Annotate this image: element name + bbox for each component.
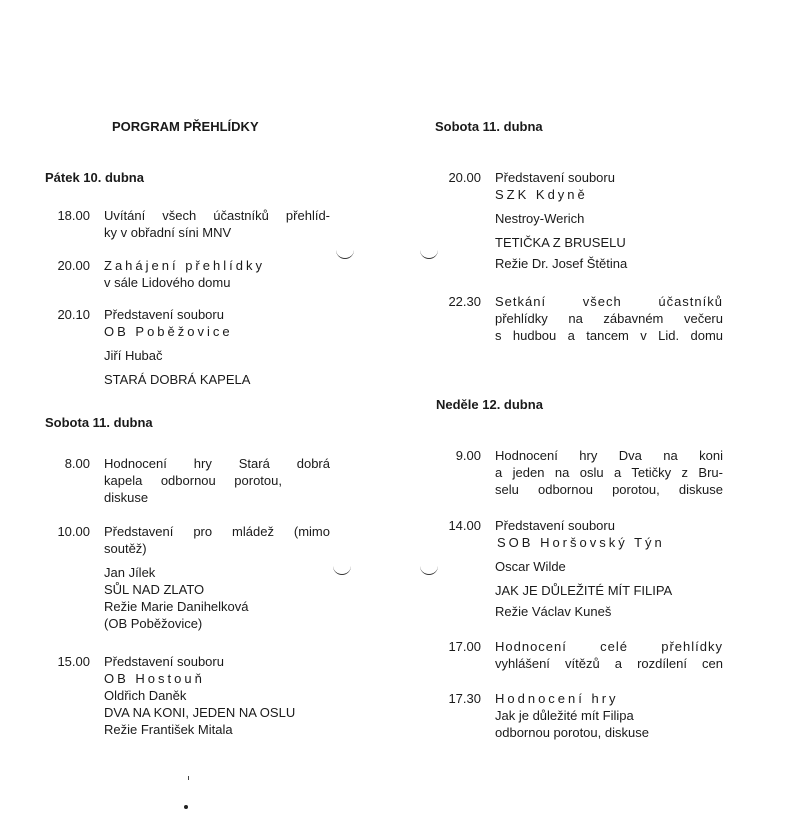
event-line: Oldřich Daněk bbox=[104, 688, 187, 703]
event-time: 17.00 bbox=[448, 639, 481, 654]
event-line: OB Poběžovice bbox=[104, 324, 233, 339]
event-line: přehlídky na zábavném večeru bbox=[495, 311, 723, 326]
fold-mark bbox=[420, 246, 438, 259]
event-line: Představení souboru bbox=[495, 170, 615, 185]
event-line: DVA NA KONI, JEDEN NA OSLU bbox=[104, 705, 296, 720]
event-line: SOB Horšovský Týn bbox=[497, 535, 665, 550]
event-line: Režie František Mitala bbox=[104, 722, 233, 737]
event-line: a jeden na oslu a Tetičky z Bru- bbox=[495, 465, 723, 480]
event-line: v sále Lidového domu bbox=[104, 275, 231, 290]
event-line: kapela odbornou porotou, bbox=[104, 473, 282, 488]
event-line: Hodnocení celé přehlídky bbox=[495, 639, 723, 654]
specks bbox=[184, 805, 188, 809]
event-time: 20.00 bbox=[57, 258, 90, 273]
event-line: SŮL NAD ZLATO bbox=[104, 582, 205, 597]
event-time: 15.00 bbox=[57, 654, 90, 669]
specks bbox=[188, 776, 189, 780]
event-time: 14.00 bbox=[448, 518, 481, 533]
event-line: JAK JE DŮLEŽITÉ MÍT FILIPA bbox=[495, 583, 673, 598]
event-line: (OB Poběžovice) bbox=[104, 616, 203, 631]
day-heading-saturday: Sobota 11. dubna bbox=[435, 119, 543, 134]
program-title: PORGRAM PŘEHLÍDKY bbox=[112, 119, 259, 134]
event-line: diskuse bbox=[104, 490, 149, 505]
event-line: OB Hostouň bbox=[104, 671, 205, 686]
day-heading-saturday: Sobota 11. dubna bbox=[45, 415, 153, 430]
event-line: SZK Kdyně bbox=[495, 187, 588, 202]
fold-mark bbox=[333, 562, 351, 575]
event-line: ky v obřadní síni MNV bbox=[104, 225, 232, 240]
event-line: Hodnocení hry Dva na koni bbox=[495, 448, 723, 463]
event-line: Jiří Hubač bbox=[104, 348, 163, 363]
event-time: 18.00 bbox=[57, 208, 90, 223]
event-line: Režie Václav Kuneš bbox=[495, 604, 612, 619]
event-time: 9.00 bbox=[455, 448, 481, 463]
event-line: soutěž) bbox=[104, 541, 147, 556]
event-line: TETIČKA Z BRUSELU bbox=[495, 235, 626, 250]
event-line: Nestroy-Werich bbox=[495, 211, 585, 226]
event-time: 20.10 bbox=[57, 307, 90, 322]
event-time: 20.00 bbox=[448, 170, 481, 185]
event-time: 17.30 bbox=[448, 691, 481, 706]
event-time: 8.00 bbox=[64, 456, 90, 471]
day-heading-friday: Pátek 10. dubna bbox=[45, 170, 144, 185]
event-line: STARÁ DOBRÁ KAPELA bbox=[104, 372, 251, 387]
event-line: Představení souboru bbox=[104, 307, 224, 322]
event-line: odbornou porotou, diskuse bbox=[495, 725, 649, 740]
event-line: Jak je důležité mít Filipa bbox=[495, 708, 634, 723]
event-line: Představení souboru bbox=[495, 518, 615, 533]
event-time: 10.00 bbox=[57, 524, 90, 539]
event-line: selu odbornou porotou, diskuse bbox=[495, 482, 723, 497]
day-heading-sunday: Neděle 12. dubna bbox=[436, 397, 543, 412]
event-line: Oscar Wilde bbox=[495, 559, 566, 574]
fold-mark bbox=[336, 246, 354, 259]
event-line: Hodnocení hry Stará dobrá bbox=[104, 456, 330, 471]
event-line: Jan Jílek bbox=[104, 565, 156, 580]
event-line: Uvítání všech účastníků přehlíd- bbox=[104, 208, 330, 223]
event-line: vyhlášení vítězů a rozdílení cen bbox=[495, 656, 723, 671]
event-line: Režie Marie Danihelková bbox=[104, 599, 249, 614]
event-time: 22.30 bbox=[448, 294, 481, 309]
fold-mark bbox=[420, 562, 438, 575]
event-line: Představení pro mládež (mimo bbox=[104, 524, 330, 539]
event-line: Hodnocení hry bbox=[495, 691, 619, 706]
event-line: s hudbou a tancem v Lid. domu bbox=[495, 328, 723, 343]
event-line: Setkání všech účastníků bbox=[495, 294, 723, 309]
event-line: Režie Dr. Josef Štětina bbox=[495, 256, 628, 271]
event-line: Představení souboru bbox=[104, 654, 224, 669]
event-line: Zahájení přehlídky bbox=[104, 258, 265, 273]
